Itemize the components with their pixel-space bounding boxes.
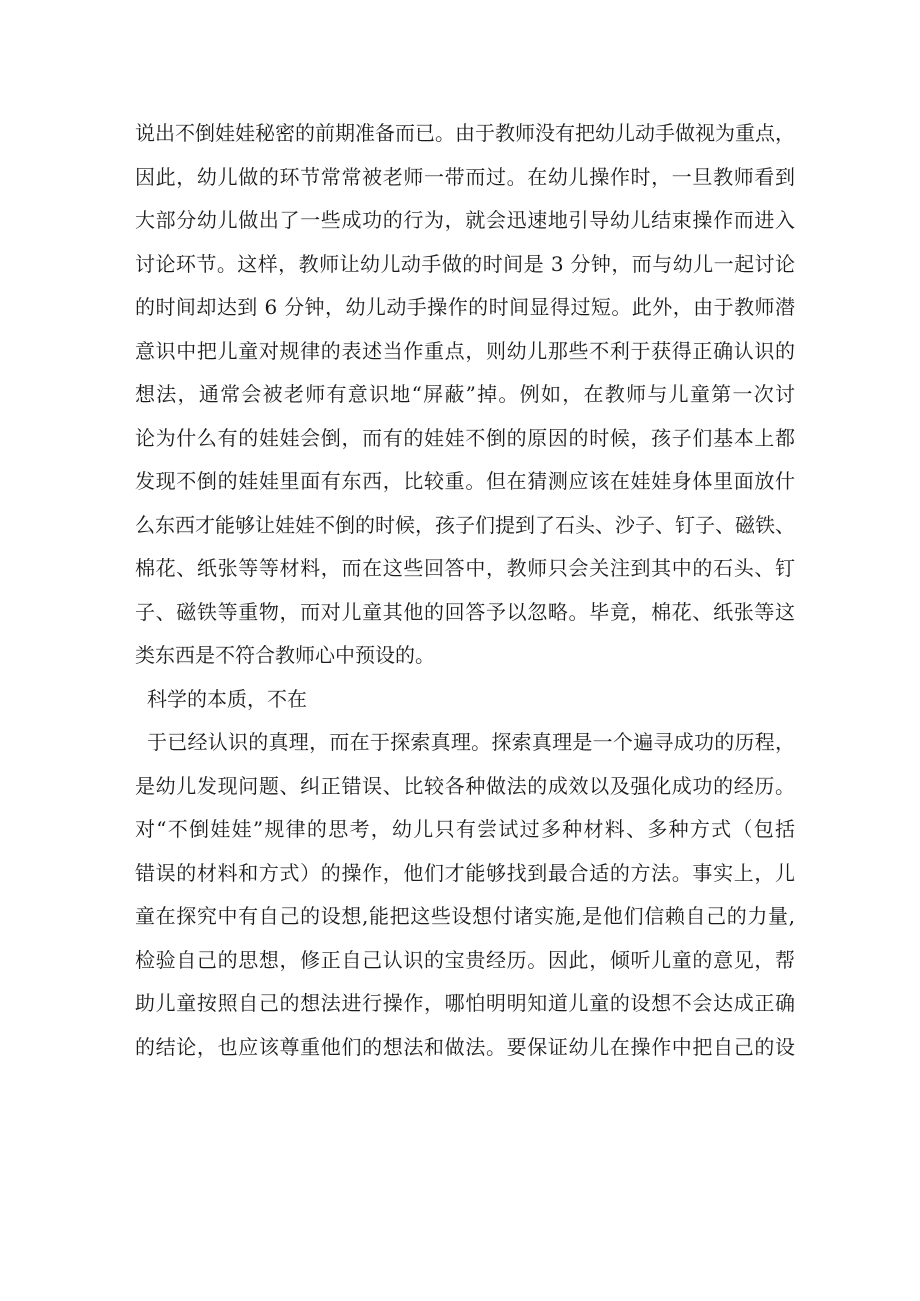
text-line: 科学的本质，不在 (147, 686, 307, 711)
text-line: 错误的材料和方式）的操作，他们才能够找到最合适的方法。事实上，儿 (135, 860, 795, 885)
text-line: 棉花、纸张等等材料，而在这些回答中，教师只会关注到其中的石头、钉 (135, 556, 795, 580)
text-line: 是幼儿发现问题、纠正错误、比较各种做法的成效以及强化成功的经历。 (135, 773, 795, 798)
text-line: 类东西是不符合教师心中预设的。 (135, 643, 435, 667)
body-text (135, 112, 795, 1069)
text-line: 检验自己的思想，修正自己认识的宝贵经历。因此，倾听儿童的意见，帮 (135, 947, 795, 972)
text-line: 么东西才能够让娃娃不倒的时候，孩子们提到了石头、沙子、钉子、磁铁、 (135, 512, 795, 537)
text-line: 意识中把儿童对规律的表述当作重点，则幼儿那些不利于获得正确认识的 (135, 338, 795, 363)
text-line: 子、磁铁等重物，而对儿童其他的回答予以忽略。毕竟，棉花、纸张等这 (135, 599, 795, 624)
text-line: 助儿童按照自己的想法进行操作，哪怕明明知道儿童的设想不会达成正确 (135, 991, 795, 1015)
text-line: 说出不倒娃娃秘密的前期准备而已。由于教师没有把幼儿动手做视为重点， (135, 121, 795, 145)
text-line: 想法，通常会被老师有意识地“屏蔽”掉。例如，在教师与儿童第一次讨 (135, 382, 795, 406)
text-line: 的结论，也应该尊重他们的想法和做法。要保证幼儿在操作中把自己的设 (135, 1034, 795, 1059)
text-line: 因此，幼儿做的环节常常被老师一带而过。在幼儿操作时，一旦教师看到 (135, 164, 795, 189)
text-line: 童在探究中有自己的设想,能把这些设想付诸实施,是他们信赖自己的力量, (135, 904, 795, 928)
text-line: 的时间却达到 6 分钟，幼儿动手操作的时间显得过短。此外，由于教师潜 (135, 295, 795, 319)
text-line: 讨论环节。这样，教师让幼儿动手做的时间是 3 分钟，而与幼儿一起讨论 (135, 251, 795, 276)
text-line: 论为什么有的娃娃会倒，而有的娃娃不倒的原因的时候，孩子们基本上都 (135, 425, 795, 450)
text-line: 大部分幼儿做出了一些成功的行为，就会迅速地引导幼儿结束操作而进入 (135, 208, 795, 232)
text-line: 对“不倒娃娃”规律的思考，幼儿只有尝试过多种材料、多种方式（包括 (135, 817, 795, 841)
text-line: 发现不倒的娃娃里面有东西，比较重。但在猜测应该在娃娃身体里面放什 (135, 469, 795, 493)
text-line: 于已经认识的真理，而在于探索真理。探索真理是一个遍寻成功的历程， (147, 730, 795, 754)
